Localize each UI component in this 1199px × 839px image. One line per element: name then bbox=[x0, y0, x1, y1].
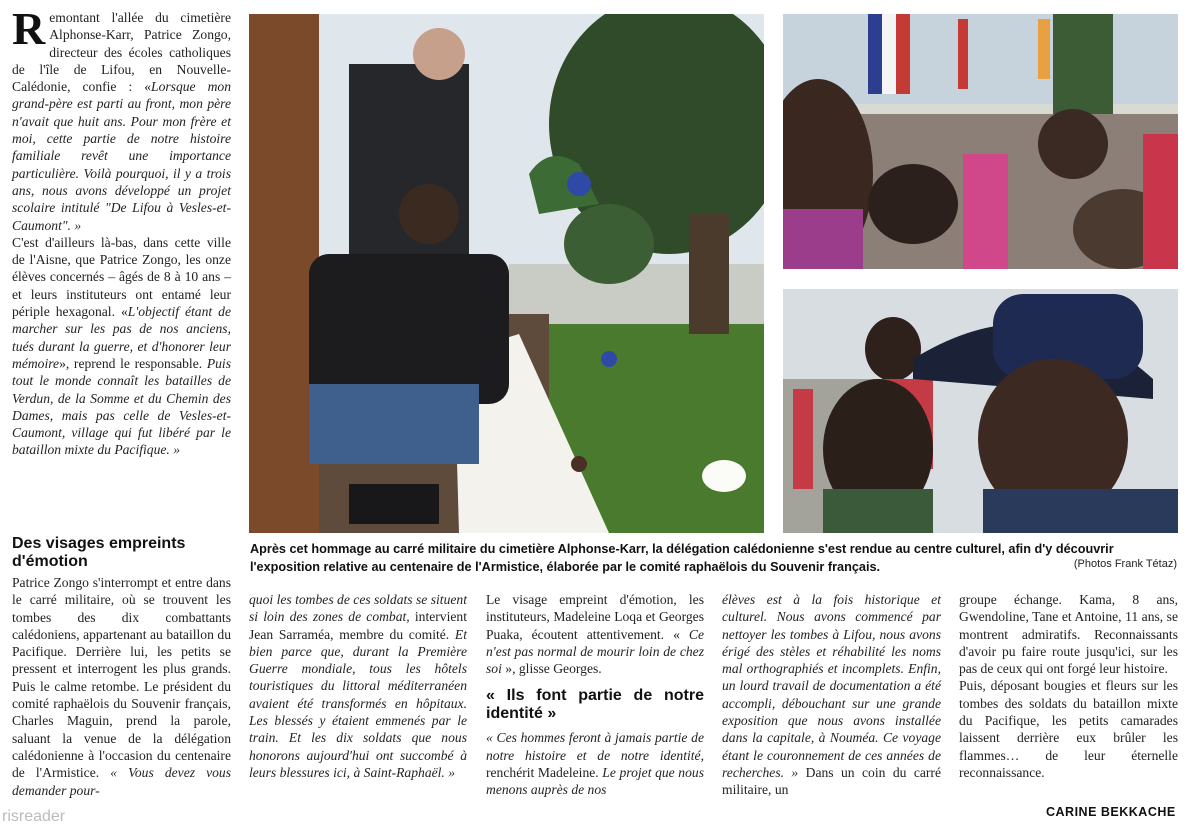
article-column-4: élèves est à la fois historique et culturel. Nous avons commencé par nettoyer les tombes à Lifou, nous avons érigé des stèles et réhabilité les noms mal orthographiés et incomplets. Enfin, un lourd travail de documentation a été accompli, débouchant sur une grande exposition que nous avons installée dans la capitale, à Nouméa. Ce voyage étant le couronnement de ces années de recherches. » Dans un coin du carré militaire, un bbox=[722, 592, 941, 798]
subheading-visages: Des visages empreints d'émotion bbox=[12, 535, 186, 570]
article-column-5: groupe échange. Kama, 8 ans, Gwendoline, Tane et Antoine, 11 ans, se montrent admiratifs. Reconnaissants d'avoir pu faire route jusqu'ici, sur les pas de ceux qui ont forgé leur histoire. Puis, déposant bougies et fleurs sur les tombes des soldats du bataillon mixte du Pacifique, les petits camarades laissent derrière eux brûler les flammes… de leur éternelle reconnaissance. bbox=[959, 592, 1178, 780]
paragraph-2: C'est d'ailleurs là-bas, dans cette ville de l'Aisne, que Patrice Zongo, les onze élèves concernés – âgés de 8 à 10 ans – et leurs instituteurs ont entamé leur périple hexagonal. «L'objectif étant de marcher sur les pas de nos anciens, tués durant la guerre, et d'honorer leur mémoire», reprend le responsable. Puis tout le monde connaît les batailles de Verdun, de la Somme et du Chemin des Dames, mais pas celle de Vesles-et-Caumont, village qui fut libéré par le bataillon mixte du Pacifique. » bbox=[12, 234, 231, 458]
photo-credit: (Photos Frank Tétaz) bbox=[1073, 558, 1177, 570]
author-signature: CARINE BEKKACHE bbox=[1046, 805, 1176, 819]
article-column-1 bbox=[12, 3, 231, 459]
article-column-3: Le visage empreint d'émotion, les instituteurs, Madeleine Loqa et Georges Puaka, écoutent attentivement. « Ce n'est pas normal de mourir loin de chez soi », glisse Georges. « Ils font partie de notre identité » « Ces hommes feront à jamais partie de notre histoire et de notre identité, renchérit Madeleine. Le projet que nous menons auprès de nos bbox=[486, 592, 705, 798]
main-photo-ceremony bbox=[249, 14, 764, 533]
article-column-2: quoi les tombes de ces soldats se situent si loin des zones de combat, intervient Jean Sarraméa, membre du comité. Et bien parce que, durant la Première Guerre mondiale, tous les hôtels touristiques du littoral méditerranéen avaient été transformés en hôpitaux. Les blessés y étaient emmenés par le train. Et les dix soldats que nous honorons aujourd'hui ont succombé à leurs blessures ici, à Saint-Raphaël. » bbox=[249, 592, 467, 780]
photo-caption: Après cet hommage au carré militaire du cimetière Alphonse-Karr, la délégation calédonienne s'est rendue au centre culturel, afin d'y découvrir l'exposition relative au centenaire de l'Armistice, élaborée par le comité raphaëlois du Souvenir français. bbox=[250, 542, 1114, 574]
photo-children-hat bbox=[783, 289, 1178, 533]
photo-children-ceremony bbox=[783, 14, 1178, 269]
watermark: risreader bbox=[2, 808, 66, 825]
article-column-1-lower: Patrice Zongo s'interrompt et entre dans le carré militaire, où se trouvent les tombes des dix combattants calédoniens, appartenant au bataillon du Pacifique. Derrière lui, les petits se pressent et interrogent les plus grands. Puis le calme retombe. Le président du comité raphaëlois du Souvenir français, Charles Maguin, prend la parole, saluant la venue de la délégation calédonienne à l'occasion du centenaire de l'Armistice. « Vous devez vous demander pour- bbox=[12, 575, 232, 798]
subheading-identite: « Ils font partie de notre identité » bbox=[486, 687, 704, 723]
drop-cap: R bbox=[12, 3, 46, 54]
intro-paragraph: Remontant l'allée du cimetière Alphonse-Karr, Patrice Zongo, directeur des écoles catholiques de l'île de Lifou, en Nouvelle-Calédonie, confie : «Lorsque mon grand-père est parti au front, mon père n'avait que huit ans. Pour mon frère et moi, cette partie de notre histoire familiale revêt une importance particulière. Voilà pourquoi, il y a trois ans, nous avons développé un projet scolaire intitulé "De Lifou à Vesles-et-Caumont". » bbox=[12, 3, 231, 233]
